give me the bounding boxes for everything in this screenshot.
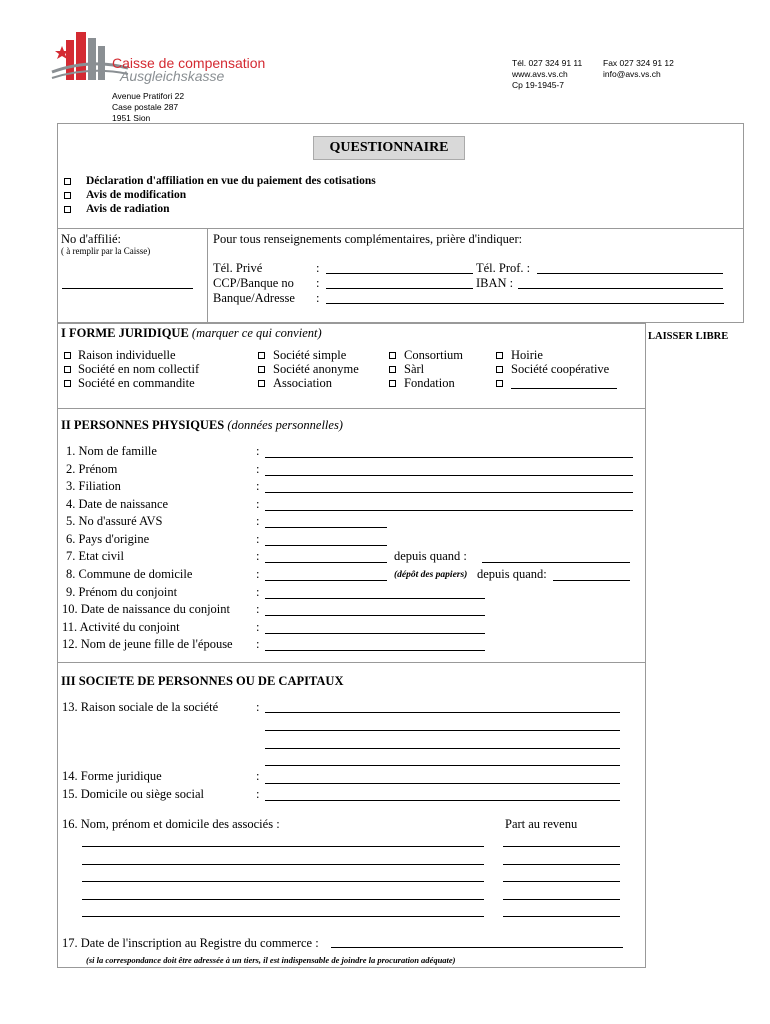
depuis-quand2-label: depuis quand: <box>477 567 547 581</box>
forme-option: Société en commandite <box>78 376 195 390</box>
colon: : <box>256 479 260 493</box>
colon: : <box>256 497 260 511</box>
email: info@avs.vs.ch <box>603 69 661 79</box>
iban-field[interactable] <box>518 288 723 289</box>
tel-prof-label: Tél. Prof. : <box>476 261 531 275</box>
forme-option: Consortium <box>404 348 464 362</box>
associe-field[interactable] <box>82 899 484 900</box>
registre-field[interactable] <box>331 947 623 948</box>
colon: : <box>256 514 260 528</box>
personal-field-label: 3. Filiation <box>66 479 121 493</box>
forme-option: Société anonyme <box>273 362 359 376</box>
personal-field-label: 9. Prénom du conjoint <box>66 585 178 599</box>
section3-title: III SOCIETE DE PERSONNES OU DE CAPITAUX <box>61 674 344 688</box>
part-field[interactable] <box>503 864 620 865</box>
page-title: QUESTIONNAIRE <box>313 136 465 160</box>
forme-option: Hoirie <box>511 348 543 362</box>
forme-checkbox[interactable] <box>64 366 71 373</box>
raison-field[interactable] <box>265 730 620 731</box>
laisser-libre-label: LAISSER LIBRE <box>648 331 729 342</box>
colon: : <box>256 567 260 581</box>
tel-prof-field[interactable] <box>537 273 723 274</box>
tel-prive-label: Tél. Privé <box>213 261 263 275</box>
contact-left <box>512 58 582 91</box>
forme-field[interactable] <box>265 783 620 784</box>
raison-label: 13. Raison sociale de la société <box>62 700 219 714</box>
commune-field[interactable] <box>265 580 387 581</box>
part-field[interactable] <box>503 881 620 882</box>
ccp-field[interactable] <box>326 288 473 289</box>
pays-field[interactable] <box>265 545 387 546</box>
personal-field-label: 2. Prénom <box>66 462 118 476</box>
option-checkbox[interactable] <box>64 192 71 199</box>
forme-checkbox[interactable] <box>496 366 503 373</box>
colon: : <box>256 769 260 783</box>
forme-checkbox[interactable] <box>389 380 396 387</box>
section2-heading <box>61 418 343 433</box>
personal-field-label: 5. No d'assuré AVS <box>66 514 163 528</box>
personal-field-label: 11. Activité du conjoint <box>62 620 180 634</box>
prenom-conjoint-field[interactable] <box>265 598 485 599</box>
option-radiation: Avis de radiation <box>86 203 170 215</box>
divider <box>207 228 208 323</box>
forme-option: Association <box>273 376 333 390</box>
depot-note: (dépôt des papiers) <box>394 570 468 580</box>
associe-field[interactable] <box>82 846 484 847</box>
info-text: Pour tous renseignements complémentaires, prière d'indiquer: <box>213 232 523 246</box>
forme-checkbox[interactable] <box>389 352 396 359</box>
address-line: Case postale 287 <box>112 102 179 112</box>
website: www.avs.vs.ch <box>512 69 568 79</box>
divider <box>57 408 646 409</box>
naissance-field[interactable] <box>265 510 633 511</box>
section1-hint: (marquer ce qui convient) <box>191 326 322 340</box>
colon: : <box>316 276 320 290</box>
footnote: (si la correspondance doit être adressée à un tiers, il est indispensable de joindre la procuration adéquate) <box>86 955 456 965</box>
associe-field[interactable] <box>82 881 484 882</box>
option-modification: Avis de modification <box>86 189 187 201</box>
forme-other-field[interactable] <box>511 388 617 389</box>
colon: : <box>316 291 320 305</box>
etat-civil-date-field[interactable] <box>482 562 630 563</box>
address-line: 1951 Sion <box>112 113 151 123</box>
associe-field[interactable] <box>82 916 484 917</box>
personal-field-label: 12. Nom de jeune fille de l'épouse <box>62 637 233 651</box>
forme-option: Fondation <box>404 376 455 390</box>
forme-checkbox[interactable] <box>389 366 396 373</box>
naissance-conjoint-field[interactable] <box>265 615 485 616</box>
nom-field[interactable] <box>265 457 633 458</box>
domicile-field[interactable] <box>265 800 620 801</box>
forme-option: Société coopérative <box>511 362 610 376</box>
part-label: Part au revenu <box>505 817 578 831</box>
iban-label: IBAN : <box>476 276 514 290</box>
associes-label: 16. Nom, prénom et domicile des associés : <box>62 817 280 831</box>
phone: Tél. 027 324 91 11 <box>512 58 583 68</box>
forme-option: Sàrl <box>404 362 425 376</box>
ccp-label: CCP/Banque no <box>213 276 294 290</box>
personal-field-label: 10. Date de naissance du conjoint <box>62 602 231 616</box>
forme-checkbox[interactable] <box>496 352 503 359</box>
personal-field-label: 7. Etat civil <box>66 549 124 563</box>
postal-account: Cp 19-1945-7 <box>512 80 564 90</box>
address-line: Avenue Pratifori 22 <box>112 91 185 101</box>
forme-checkbox[interactable] <box>64 352 71 359</box>
personal-field-label: 1. Nom de famille <box>66 444 157 458</box>
forme-option: Raison individuelle <box>78 348 176 362</box>
section2-title: II PERSONNES PHYSIQUES <box>61 418 225 432</box>
forme-label: 14. Forme juridique <box>62 769 162 783</box>
section2-hint: (données personnelles) <box>227 418 343 432</box>
part-field[interactable] <box>503 846 620 847</box>
colon: : <box>316 261 320 275</box>
colon: : <box>256 787 260 801</box>
colon: : <box>256 700 260 714</box>
contact-right <box>603 58 674 80</box>
affiliate-number-field[interactable] <box>62 288 193 289</box>
option-checkbox[interactable] <box>64 178 71 185</box>
forme-checkbox[interactable] <box>258 352 265 359</box>
avs-field[interactable] <box>265 527 387 528</box>
section1-heading <box>61 326 322 341</box>
personal-field-label: 6. Pays d'origine <box>66 532 150 546</box>
tel-prive-field[interactable] <box>326 273 473 274</box>
divider <box>57 228 744 229</box>
etat-civil-field[interactable] <box>265 562 387 563</box>
divider <box>57 662 646 663</box>
colon: : <box>256 462 260 476</box>
option-checkbox[interactable] <box>64 206 71 213</box>
depuis-quand-label: depuis quand : <box>394 549 467 563</box>
jeune-fille-field[interactable] <box>265 650 485 651</box>
brand-name-de: Ausgleichskasse <box>120 68 225 84</box>
raison-field[interactable] <box>265 765 620 766</box>
colon: : <box>256 444 260 458</box>
associe-field[interactable] <box>82 864 484 865</box>
raison-field[interactable] <box>265 748 620 749</box>
personal-field-label: 8. Commune de domicile <box>66 567 193 581</box>
forme-checkbox[interactable] <box>258 366 265 373</box>
forme-option: Société simple <box>273 348 347 362</box>
affiliate-note: ( à remplir par la Caisse) <box>61 246 151 256</box>
colon: : <box>256 620 260 634</box>
personal-field-label: 4. Date de naissance <box>66 497 169 511</box>
brand-name-fr: Caisse de compensation <box>112 55 266 71</box>
colon: : <box>256 637 260 651</box>
forme-checkbox[interactable] <box>496 380 503 387</box>
registre-label: 17. Date de l'inscription au Registre du commerce : <box>62 936 319 950</box>
fax: Fax 027 324 91 12 <box>603 58 674 68</box>
raison-field[interactable] <box>265 712 620 713</box>
filiation-field[interactable] <box>265 492 633 493</box>
colon: : <box>256 532 260 546</box>
part-field[interactable] <box>503 916 620 917</box>
address-block <box>112 91 184 124</box>
domicile-label: 15. Domicile ou siège social <box>62 787 204 801</box>
prenom-field[interactable] <box>265 475 633 476</box>
colon: : <box>256 585 260 599</box>
section1-title: I FORME JURIDIQUE <box>61 326 189 340</box>
option-affiliation: Déclaration d'affiliation en vue du paiement des cotisations <box>86 175 376 187</box>
activite-conjoint-field[interactable] <box>265 633 485 634</box>
forme-checkbox[interactable] <box>258 380 265 387</box>
forme-checkbox[interactable] <box>64 380 71 387</box>
banque-field[interactable] <box>326 303 724 304</box>
forme-option: Société en nom collectif <box>78 362 200 376</box>
colon: : <box>256 602 260 616</box>
part-field[interactable] <box>503 899 620 900</box>
colon: : <box>256 549 260 563</box>
banque-label: Banque/Adresse <box>213 291 295 305</box>
commune-date-field[interactable] <box>553 580 630 581</box>
affiliate-label: No d'affilié: <box>61 232 121 246</box>
